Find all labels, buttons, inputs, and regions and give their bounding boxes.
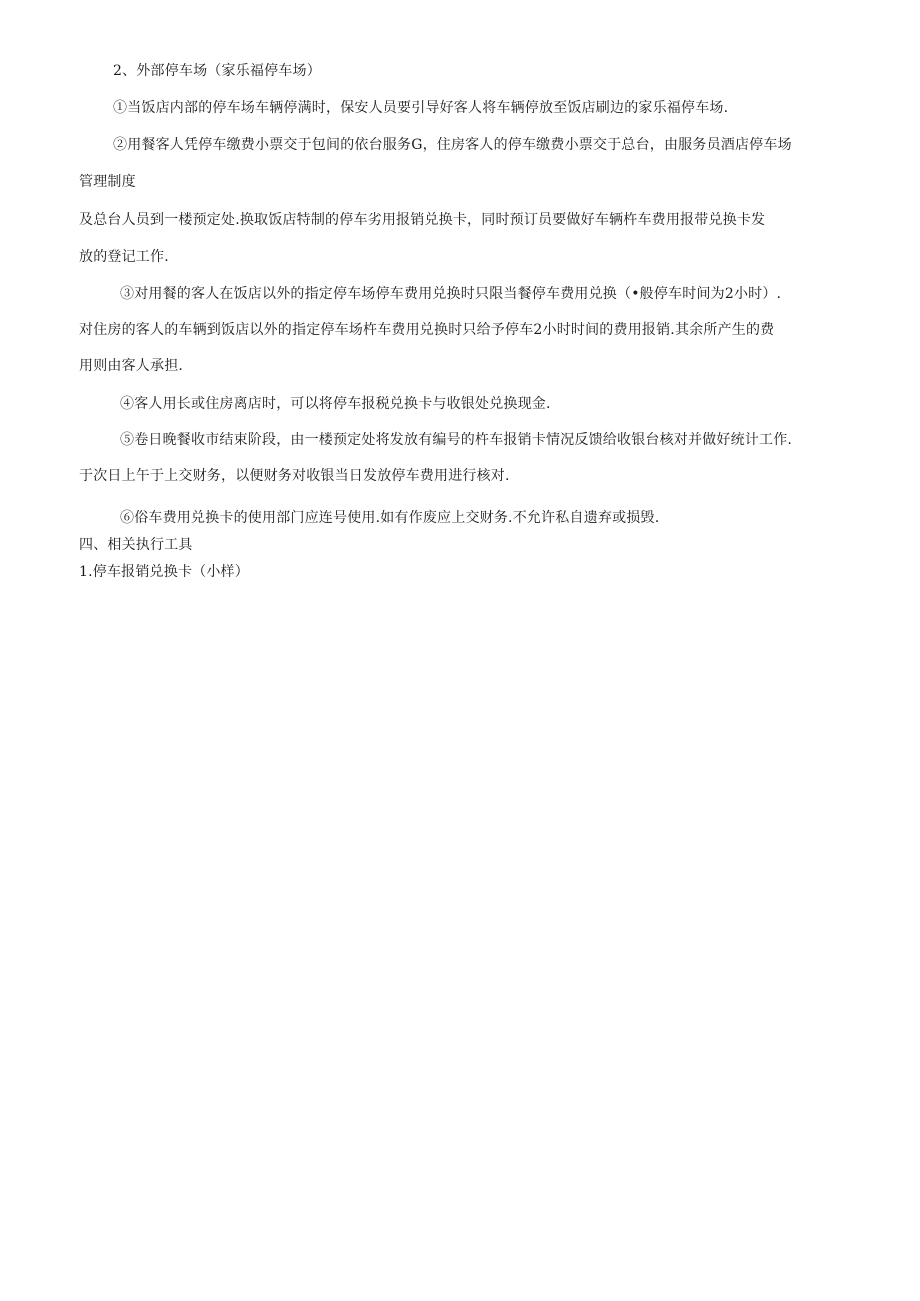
section-heading-4: 四、相关执行工具 [79, 537, 193, 553]
paragraph-item-5-line-2: 于次日上午于上交财务，以便财务对收银当日发放停车费用进行核对. [79, 468, 510, 484]
section-heading: 2、外部停车场（家乐福停车场） [113, 63, 321, 79]
paragraph-item-3-line-1: ③对用餐的客人在饭店以外的指定停车场停车费用兑换时只限当餐停车费用兑换（•般停车时间为2小时）. [120, 286, 782, 302]
paragraph-item-2-line-4: 放的登记工作. [79, 249, 169, 265]
paragraph-item-2-line-1: ②用餐客人凭停车缴费小票交于包间的依台服务G，住房客人的停车缴费小票交于总台，由服务员酒店停车场 [113, 137, 792, 153]
paragraph-item-2-line-3: 及总台人员到一楼预定处.换取饭店特制的停车劣用报销兑换卡，同时预订员要做好车辆杵车费用报带兑换卡发 [79, 212, 766, 228]
paragraph-item-3-line-2: 对住房的客人的车辆到饭店以外的指定停车场杵车费用兑换时只给予停车2小时时间的费用报销.其余所产生的费 [79, 322, 775, 338]
paragraph-item-5-line-1: ⑤卷日晚餐收市结束阶段，由一楼预定处将发放有编号的杵车报销卡情况反馈给收银台核对并做好统计工作. [120, 432, 793, 448]
paragraph-item-2-line-2: 管理制度 [79, 174, 136, 190]
subheading-1: 1.停车报销兑换卡（小样） [79, 564, 249, 580]
paragraph-item-6: ⑥俗车费用兑换卡的使用部门应连号使用.如有作废应上交财务.不允许私自遗弃或损毁. [120, 510, 660, 526]
paragraph-item-3-line-3: 用则由客人承担. [79, 358, 184, 374]
paragraph-item-4: ④客人用长或住房离店时，可以将停车报税兑换卡与收银处兑换现金. [120, 396, 551, 412]
paragraph-item-1: ①当饭店内部的停车场车辆停满时，保安人员要引导好客人将车辆停放至饭店刷边的家乐福停车场. [113, 100, 729, 116]
